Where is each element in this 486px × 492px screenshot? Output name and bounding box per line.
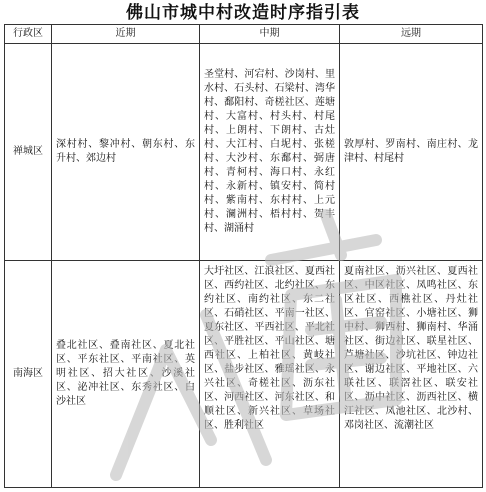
mid-term-cell: 圣堂村、河宕村、沙岗村、里水村、石头村、石梁村、湾华村、鄱阳村、奇槎社区、莲塘村、大富村、村头村、村尾村、上朗村、下朗村、古灶村、大江村、白坭村、张槎村、大沙村、东鄱村、弼唐村、青柯村、海口村、永红村、永新村、镇安村、简村村、紫南村、东村村、上元村、澜洲村、梧村村、贺丰村、湖涌村 (200, 44, 340, 261)
table-row (5, 44, 483, 261)
near-term-cell: 叠北社区、叠南社区、夏北社区、平东社区、平南社区、英明社区、招大社区、沙溪社区、泌冲社区、东秀社区、白沙社区 (52, 261, 200, 488)
column-header-mid-term: 中期 (200, 25, 340, 44)
column-header-near-term: 近期 (52, 25, 200, 44)
near-term-cell: 深村村、黎冲村、朝东村、东升村、郊边村 (52, 44, 200, 261)
district-cell: 禅城区 (5, 44, 52, 261)
district-cell: 南海区 (5, 261, 52, 488)
schedule-table (4, 24, 483, 488)
column-header-district: 行政区 (5, 25, 52, 44)
long-term-cell: 敦厚村、罗南村、南庄村、龙津村、村尾村 (340, 44, 483, 261)
page-title: 佛山市城中村改造时序指引表 (126, 3, 360, 23)
table-header-row (5, 25, 483, 44)
mid-term-cell: 大圩社区、江浪社区、夏西社区、西约社区、北约社区、东约社区、南约社区、东二社区、石硝社区、平南一社区、夏东社区、平西社区、平北社区、平胜社区、平山社区、塘西社区、上柏社区、黄岐社区、盐步社区、雅瑶社区、永兴社区、奇槎社区、沥东社区、河西社区、河东社区、和顺社区、新兴社区、草场社区、胜利社区 (200, 261, 340, 488)
column-header-long-term: 远期 (340, 25, 483, 44)
long-term-cell: 夏南社区、沥兴社区、夏西社区、中区社区、凤鸣社区、东区社区、西樵社区、丹灶社区、官窑社区、小塘社区、狮中村、狮西村、狮南村、华涌社区、街边社区、联星社区、芦塘社区、沙坑社区、钟边社区、谢边社区、平地社区、六联社区、联滘社区、联安社区、沥中社区、沥西社区、横江社区、凤池社区、北沙村、邓岗社区、流潮社区 (340, 261, 483, 488)
table-row (5, 261, 483, 488)
